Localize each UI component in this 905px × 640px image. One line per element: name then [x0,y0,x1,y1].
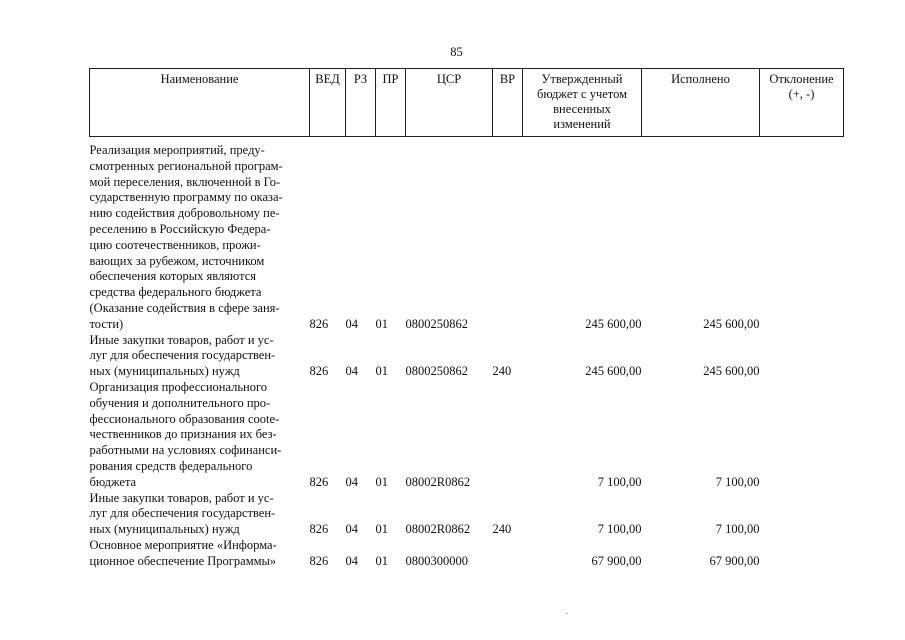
row-pr: 01 [375,316,388,331]
row-executed: 245 600,00 [703,364,760,379]
row-approved: 67 900,00 [591,553,642,568]
row-csr: 08002R0862 [405,522,471,537]
row-approved: 7 100,00 [597,522,642,537]
column-header-ved: ВЕД [310,69,346,137]
row-pr: 01 [375,474,388,489]
row-name: Основное мероприятие «Информа- ционное обеспечение Программы» [89,537,277,568]
row-pr: 01 [375,364,388,379]
column-header-name: Наименование [90,69,310,137]
row-approved: 245 600,00 [585,364,642,379]
column-header-executed: Исполнено [642,69,760,137]
row-vr: 240 [492,364,512,379]
row-pr: 01 [375,553,388,568]
column-header-deviation: Отклонение (+, -) [760,69,844,137]
row-deviation [760,538,844,570]
table-row [90,137,844,333]
row-deviation [760,380,844,491]
row-vr [493,380,523,491]
column-header-csr: ЦСР [406,69,493,137]
column-header-rz: РЗ [346,69,376,137]
column-header-vr: ВР [493,69,523,137]
row-executed: 7 100,00 [715,522,760,537]
row-ved: 826 [309,474,329,489]
page-number: 85 [450,45,463,59]
row-deviation [760,491,844,538]
row-rz: 04 [345,316,358,331]
row-executed: 67 900,00 [709,553,760,568]
row-csr: 0800300000 [405,553,468,568]
row-deviation [760,333,844,380]
row-rz: 04 [345,522,358,537]
column-header-pr: ПР [376,69,406,137]
row-vr [493,137,523,333]
table-row [90,380,844,491]
row-pr: 01 [375,522,388,537]
row-executed: 245 600,00 [703,316,760,331]
row-deviation [760,137,844,333]
row-rz: 04 [345,553,358,568]
table-header [90,69,844,137]
row-ved: 826 [309,553,329,568]
row-approved: 245 600,00 [585,316,642,331]
budget-execution-table [89,68,844,570]
row-rz: 04 [345,364,358,379]
table-row [90,491,844,538]
row-vr: 240 [492,522,512,537]
row-executed: 7 100,00 [715,474,760,489]
row-csr: 0800250862 [405,316,468,331]
row-csr: 0800250862 [405,364,468,379]
row-ved: 826 [309,522,329,537]
row-ved: 826 [309,364,329,379]
column-header-approved: Утвержденный бюджет с учетом внесенных изменений [523,69,642,137]
row-ved: 826 [309,316,329,331]
table-body [90,137,844,570]
row-name: Реализация мероприятий, преду- смотренных региональной програм- мой переселения, включенной в Го- сударственную программу по оказа- нию содействия добровольному пе- реселению в Российскую Федера- цию соотечественников, прожи- вающих за рубежом, источником обеспечения которых являются средства федерального бюджета (Оказание содействия в сфере заня- тости) [89,143,283,331]
row-name: Организация профессионального обучения и дополнительного про- фессионального образования соote- чественников до признания их без- работными на условиях софинанси- рования средств федерального бюджета [89,379,282,489]
table-row [90,333,844,380]
table-row [90,538,844,570]
row-name: Иные закупки товаров, работ и ус- луг для обеспечения государствен- ных (муниципальных) нужд [89,490,276,537]
row-vr [493,538,523,570]
row-csr: 08002R0862 [405,474,471,489]
row-approved: 7 100,00 [597,474,642,489]
footer-mark: . [566,606,569,616]
row-name: Иные закупки товаров, работ и ус- луг для обеспечения государствен- ных (муниципальных) нужд [89,332,276,379]
row-rz: 04 [345,474,358,489]
